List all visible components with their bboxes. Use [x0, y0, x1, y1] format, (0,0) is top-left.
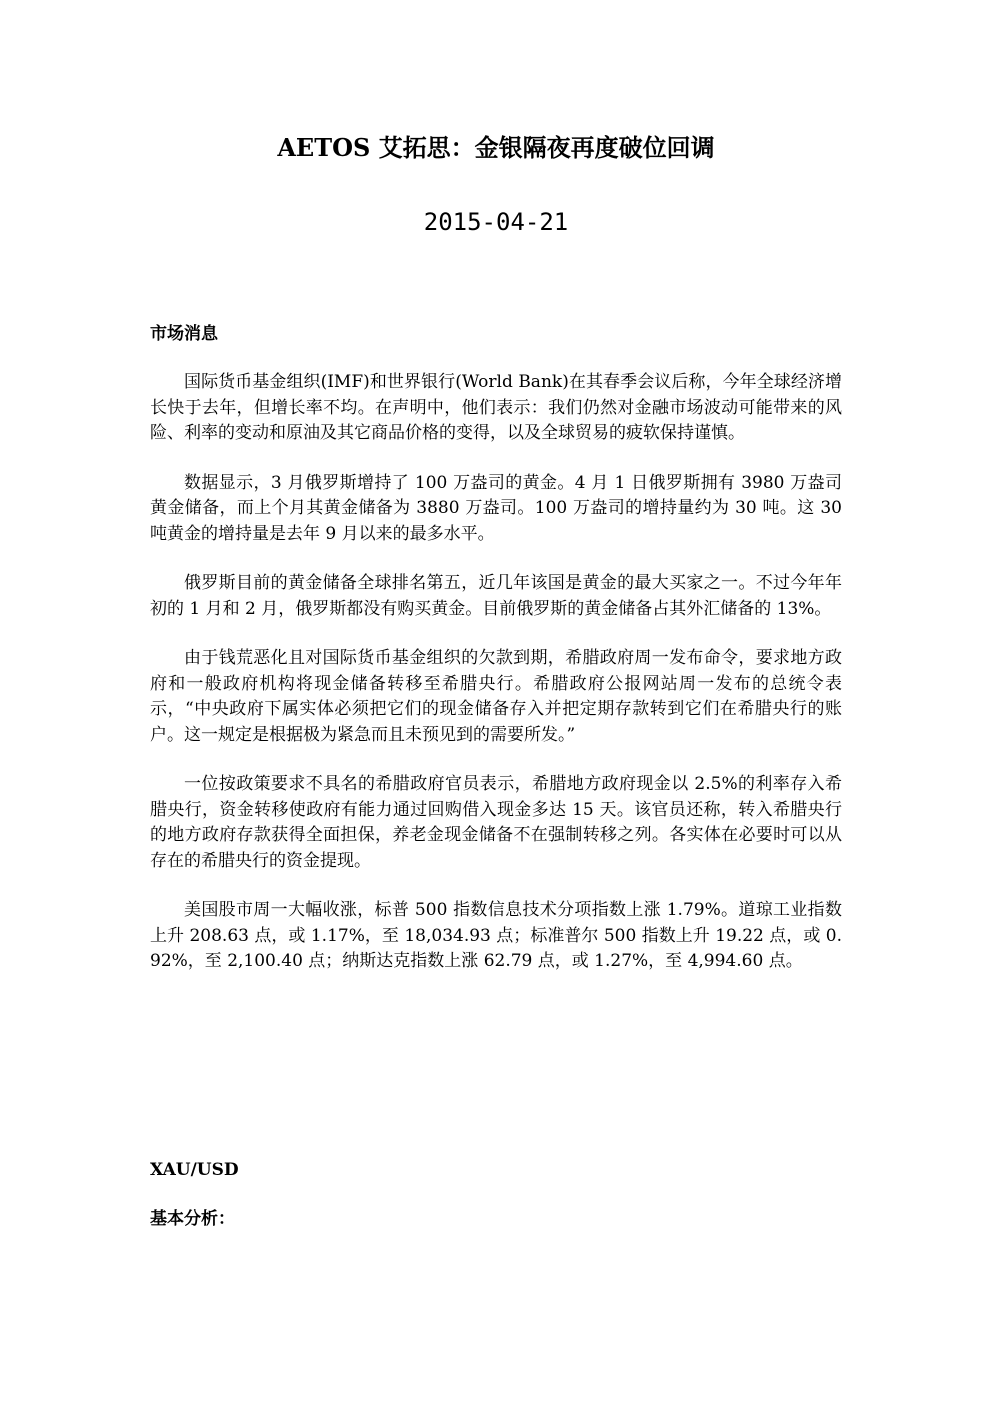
section-heading-fundamental-analysis: 基本分析：	[150, 1209, 235, 1229]
paragraph-us-stocks: 美国股市周一大幅收涨，标普 500 指数信息技术分项指数上涨 1.79%。道琼工业指数上升 208.63 点，或 1.17%，至 18,034.93 点；标准普尔 500 指数上升 19.22 点，或 0.92%，至 2,100.40 点；纳斯达克指数上涨 62.79 点，或 1.27%，至 4,994.60 点。	[150, 900, 842, 971]
document-date: 2015-04-21	[423, 208, 569, 236]
article-body	[150, 370, 842, 999]
paragraph-russia-gold: 数据显示，3 月俄罗斯增持了 100 万盎司的黄金。4 月 1 日俄罗斯拥有 3980 万盎司黄金储备，而上个月其黄金储备为 3880 万盎司。100 万盎司的增持量约为 30 吨。这 30 吨黄金的增持量是去年 9 月以来的最多水平。	[150, 472, 842, 544]
section-heading-xau-usd: XAU/USD	[150, 1160, 239, 1180]
section-heading-market-news: 市场消息	[150, 324, 218, 344]
document-title: AETOS 艾拓思：金银隔夜再度破位回调	[277, 133, 715, 162]
paragraph-greece-order: 由于钱荒恶化且对国际货币基金组织的欠款到期，希腊政府周一发布命令，要求地方政府和一般政府机构将现金储备转移至希腊央行。希腊政府公报网站周一发布的总统令表示，“中央政府下属实体必须把它们的现金储备存入并把定期存款转到它们在希腊央行的账户。这一规定是根据极为紧急而且未预见到的需要所发。”	[150, 648, 842, 745]
paragraph-imf: 国际货币基金组织(IMF)和世界银行(World Bank)在其春季会议后称，今年全球经济增长快于去年，但增长率不均。在声明中，他们表示：我们仍然对金融市场波动可能带来的风险、利率的变动和原油及其它商品价格的变得，以及全球贸易的疲软保持谨慎。	[150, 372, 842, 443]
paragraph-greece-official: 一位按政策要求不具名的希腊政府官员表示，希腊地方政府现金以 2.5%的利率存入希腊央行，资金转移使政府有能力通过回购借入现金多达 15 天。该官员还称，转入希腊央行的地方政府存款获得全面担保，养老金现金储备不在强制转移之列。各实体在必要时可以从存在的希腊央行的资金提现。	[150, 774, 842, 871]
paragraph-russia-reserves: 俄罗斯目前的黄金储备全球排名第五，近几年该国是黄金的最大买家之一。不过今年年初的 1 月和 2 月，俄罗斯都没有购买黄金。目前俄罗斯的黄金储备占其外汇储备的 13%。	[150, 573, 842, 619]
